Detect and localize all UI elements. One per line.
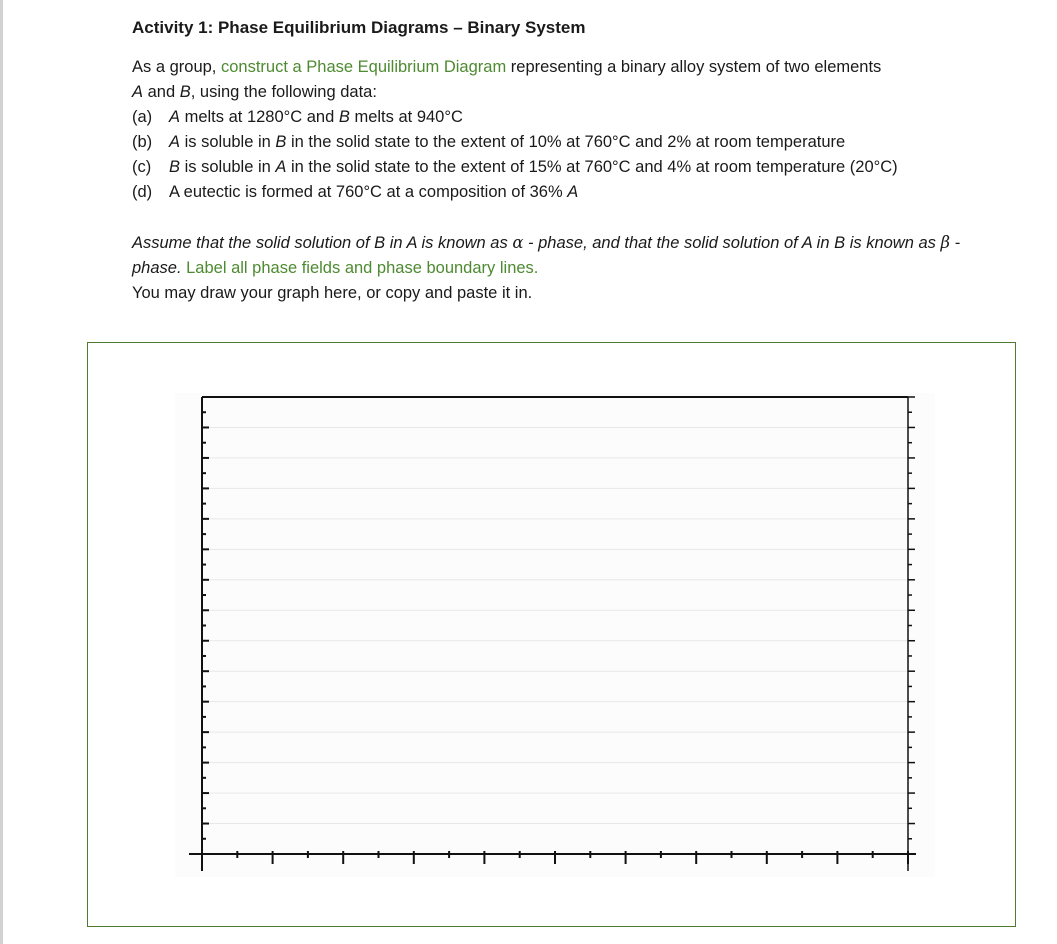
item-text: is soluble in — [180, 133, 276, 151]
intro-text-1: As a group, — [132, 58, 221, 76]
item-text: is soluble in — [180, 158, 276, 176]
label-instruction: Label all phase fields and phase boundary lines. — [181, 259, 539, 277]
document-body — [132, 16, 1012, 306]
data-list — [132, 105, 1012, 205]
item-var: A — [169, 108, 181, 126]
graph-background — [175, 393, 935, 877]
item-text: melts at 1280°C and — [180, 108, 339, 126]
alpha-symbol: α — [512, 233, 524, 252]
note-text: - phase. — [132, 234, 961, 277]
item-text: in the solid state to the extent of 15% at 760°C and 4% at room temperature (20°C) — [286, 158, 898, 176]
intro-text-2: representing a binary alloy system of two elements — [506, 58, 882, 76]
element-a: A — [132, 83, 144, 101]
beta-symbol: β — [940, 233, 951, 252]
draw-instruction: You may draw your graph here, or copy and paste it in. — [132, 284, 533, 302]
note-text: Assume that the solid solution of B in A is known as — [132, 234, 513, 252]
list-item-b — [132, 130, 1012, 155]
item-var: A — [169, 133, 181, 151]
item-var: B — [169, 158, 181, 176]
list-item-d — [132, 180, 1012, 205]
list-item-c — [132, 155, 1012, 180]
list-item-a — [132, 105, 1012, 130]
blank-graph-grid — [175, 393, 935, 877]
activity-heading: Activity 1: Phase Equilibrium Diagrams – Binary System — [132, 18, 586, 37]
intro-text-3: , using the following data: — [190, 83, 377, 101]
page-left-border — [0, 0, 3, 944]
item-var: B — [338, 108, 350, 126]
item-label: (d) — [132, 183, 153, 201]
construct-diagram-link[interactable]: construct a Phase Equilibrium Diagram — [220, 58, 507, 76]
item-label: (b) — [132, 133, 153, 151]
item-var: B — [275, 133, 287, 151]
intro-and: and — [143, 83, 180, 101]
element-b: B — [179, 83, 191, 101]
note-text: - phase, and that the solid solution of A in B is known as — [523, 234, 941, 252]
item-text: melts at 940°C — [349, 108, 463, 126]
assumption-note — [132, 230, 1012, 281]
item-var: A — [567, 183, 579, 201]
item-var: A — [275, 158, 287, 176]
item-text: A eutectic is formed at 760°C at a composition of 36% — [169, 183, 568, 201]
item-text: in the solid state to the extent of 10% at 760°C and 2% at room temperature — [286, 133, 846, 151]
item-label: (c) — [132, 158, 152, 176]
item-label: (a) — [132, 108, 153, 126]
intro-paragraph — [132, 55, 1012, 105]
